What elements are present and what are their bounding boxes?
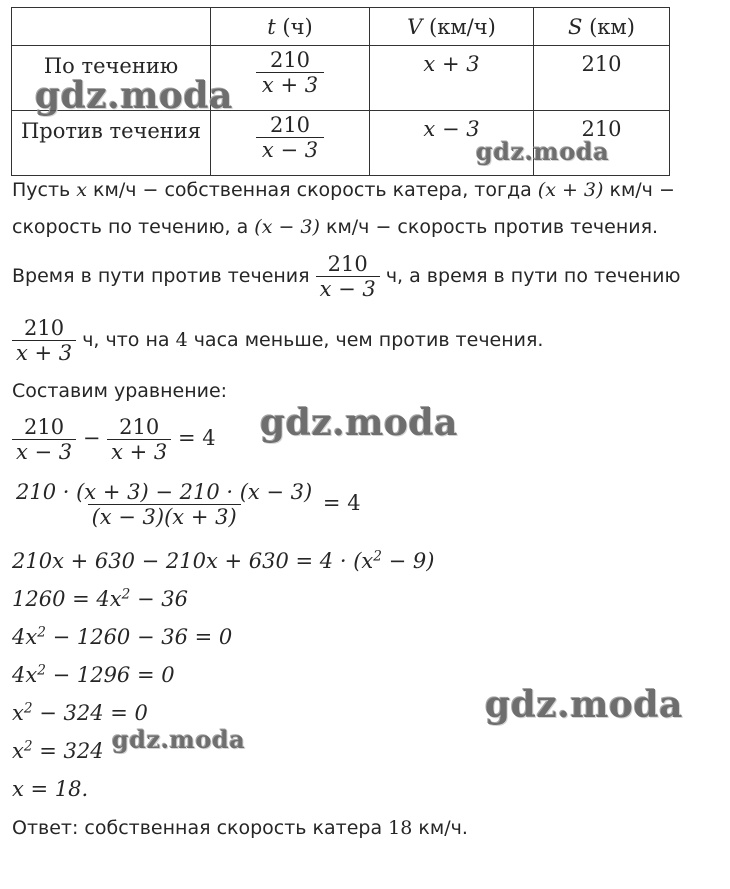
speed-cell: x + 3: [370, 46, 534, 111]
equation-5: $4x^2 - 1260 - 36 = 0$: [12, 624, 233, 649]
table-header-row: [12, 8, 670, 46]
compose-equation-label: Составим уравнение:: [12, 380, 228, 402]
fraction: $\frac{210}{x + 3}$: [107, 415, 171, 464]
header-empty-cell: [12, 8, 211, 46]
fraction: $\frac{210}{x - 3}$: [12, 415, 76, 464]
row-label: По течению: [43, 54, 179, 78]
equation-7: $x^2 - 324 = 0$: [12, 700, 148, 725]
fraction: $\frac{210 \cdot (x + 3) - 210 \cdot (x - 3)}{(x - 3)(x + 3)}$: [16, 480, 313, 530]
paragraph-1-line-1: Пусть x км/ч − собственная скорость катера, тогда (x + 3) км/ч −: [12, 179, 675, 201]
time-cell: [211, 111, 370, 176]
row-label: Против течения: [20, 119, 202, 143]
speed-cell: x − 3: [370, 111, 534, 176]
watermark: gdz.moda: [112, 725, 246, 754]
time-fraction: $\frac{210}{x - 3}$: [256, 113, 324, 162]
watermark: gdz.moda: [485, 684, 683, 726]
distance-cell: 210: [534, 111, 670, 176]
time-fraction: $\frac{210}{x + 3}$: [256, 48, 324, 97]
equation-1: $\frac{210}{x - 3}$ − $\frac{210}{x + 3}$ = 4: [12, 415, 216, 464]
fraction-downstream-time: $\frac{210}{x + 3}$: [12, 316, 76, 365]
watermark: gdz.moda: [35, 75, 233, 117]
equation-2: $\frac{210 \cdot (x + 3) - 210 \cdot (x - 3)}{(x - 3)(x + 3)}$ = 4: [12, 480, 361, 529]
equation-9: x = 18.: [12, 777, 89, 801]
equation-3: $210x + 630 - 210x + 630 = 4 \cdot (x^2 - 9)$: [12, 548, 435, 573]
answer-line: Ответ: собственная скорость катера 18 км/ч.: [12, 817, 468, 839]
time-cell: [211, 46, 370, 111]
paragraph-1-line-2: скорость по течению, а (x − 3) км/ч − скорость против течения.: [12, 216, 659, 238]
header-speed: V (км/ч): [370, 8, 534, 46]
paragraph-2-line-2: $\frac{210}{x + 3}$ ч, что на 4 часа меньше, чем против течения.: [12, 316, 543, 365]
paragraph-2-line-1: Время в пути против течения $\frac{210}{x - 3}$ ч, а время в пути по течению: [12, 252, 681, 302]
row-label-cell: [12, 111, 211, 176]
header-distance: S (км): [534, 8, 670, 46]
equation-4: $1260 = 4x^2 - 36$: [12, 586, 188, 611]
watermark: gdz.moda: [476, 137, 610, 166]
distance-cell: 210: [534, 46, 670, 111]
header-time: t (ч): [211, 8, 370, 46]
equation-6: $4x^2 - 1296 = 0$: [12, 662, 175, 687]
fraction-upstream-time: $\frac{210}{x - 3}$: [316, 252, 380, 301]
equation-8: $x^2 = 324$: [12, 738, 104, 763]
watermark: gdz.moda: [260, 402, 458, 444]
